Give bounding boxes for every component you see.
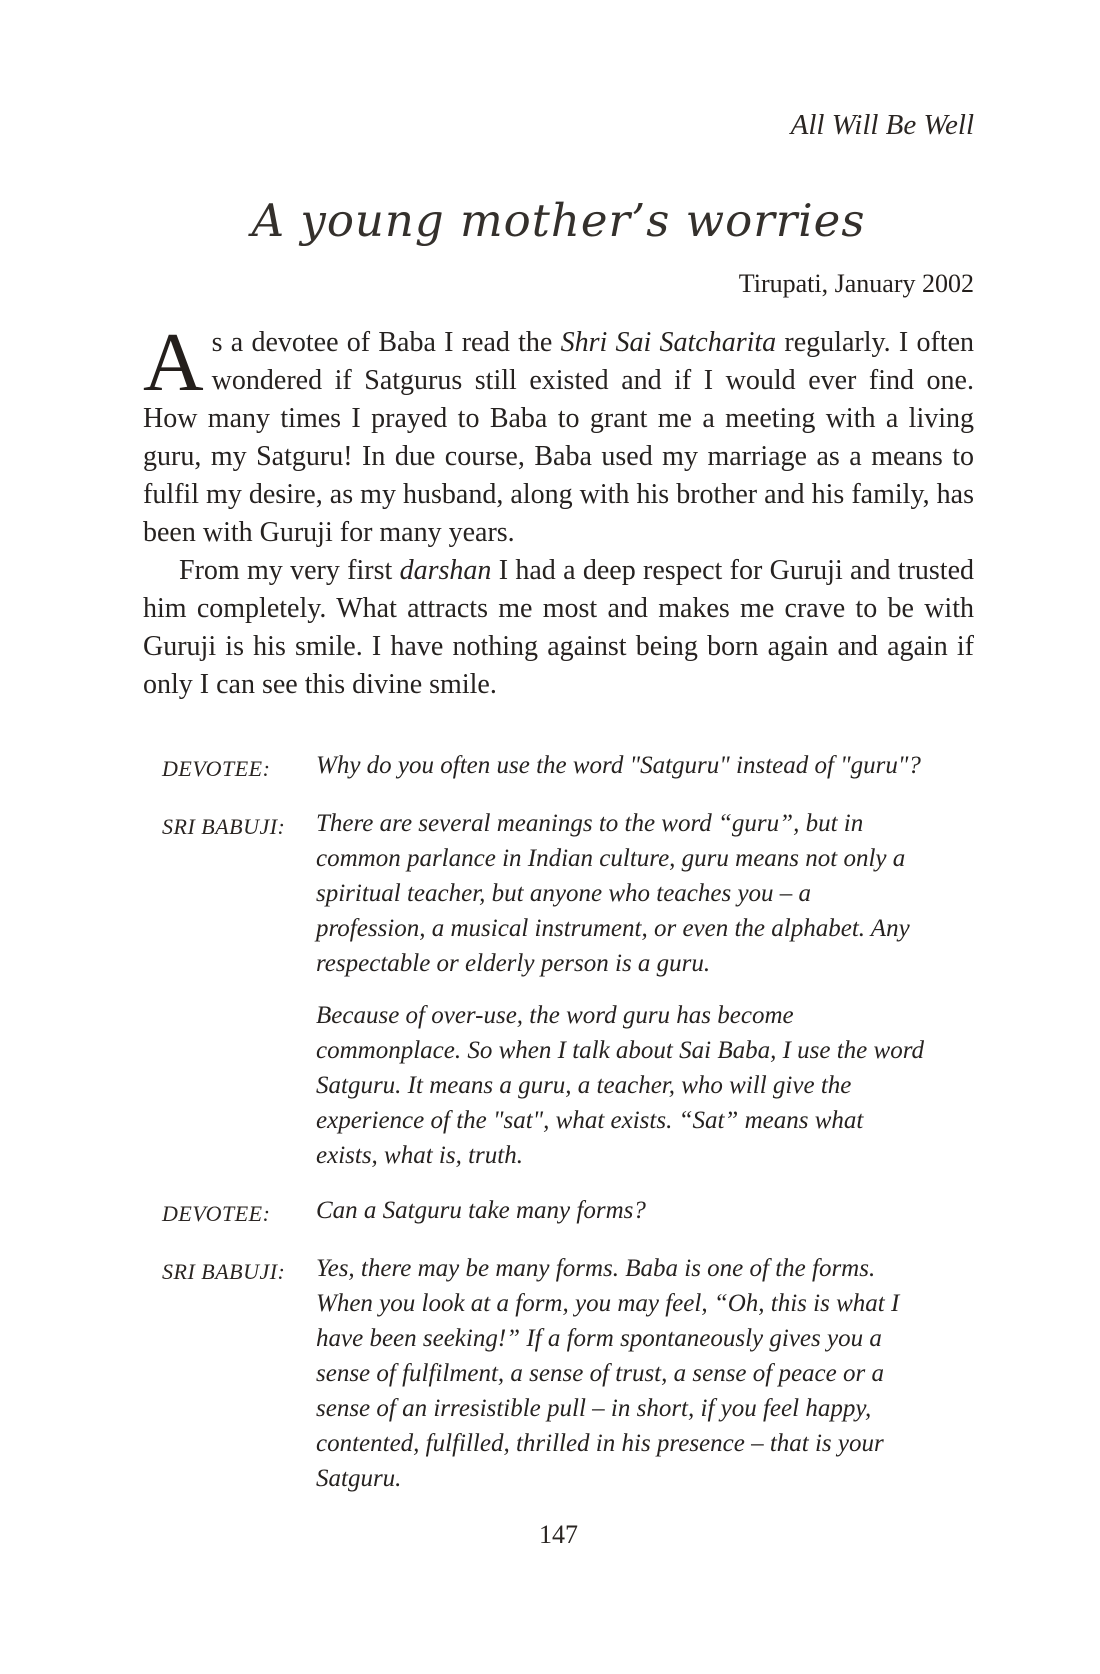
paragraph-2-text-continued: I had a deep respect for Guruji and trusted him completely. What attracts me most and makes me crave to be with Guruji is his smile. I have nothing against being born again and again if only I can see this divine smile.: [143, 555, 974, 700]
paragraph-1-italic-title: Shri Sai Satcharita: [560, 327, 777, 358]
dialogue-body: [316, 1193, 924, 1228]
dialogue-row-devotee-1: [143, 748, 974, 786]
dialogue-body: [316, 1251, 924, 1496]
drop-cap: A: [143, 316, 204, 409]
paragraph-1-text: s a devotee of Baba I read the: [211, 327, 561, 358]
chapter-title: A young mother’s worries: [251, 194, 866, 247]
speaker-label: DEVOTEE:: [162, 1201, 271, 1226]
speaker-label: SRI BABUJI:: [162, 1259, 286, 1284]
paragraph-1-text-continued: regularly. I often wondered if Satgurus still existed and if I would ever find one. How many times I prayed to Baba to grant me a meeting with a living guru, my Satguru! In due course, Baba used my marriage as a means to fulfil my desire, as my husband, along with his brother and his family, has been with Guruji for many years.: [143, 327, 974, 548]
dialogue-section: [143, 748, 974, 1496]
dialogue-body: [316, 748, 924, 783]
paragraph-2-italic-word: darshan: [399, 555, 492, 586]
dialogue-paragraph: Why do you often use the word "Satguru" instead of "guru"?: [316, 752, 921, 779]
dialogue-row-devotee-2: [143, 1193, 974, 1231]
dialogue-row-sri-babuji-2: [143, 1251, 974, 1496]
dialogue-paragraph: Can a Satguru take many forms?: [316, 1197, 646, 1224]
body-paragraph-2: [143, 552, 974, 704]
dialogue-body: [316, 806, 924, 1173]
page-number: 147: [539, 1520, 578, 1549]
dialogue-paragraph: There are several meanings to the word “guru”, but in common parlance in Indian culture, guru means not only a spiritual teacher, but anyone who teaches you – a profession, a musical instrument, or even the alphabet. Any respectable or elderly person is a guru.: [316, 810, 910, 977]
dateline: Tirupati, January 2002: [738, 269, 974, 298]
speaker-label: SRI BABUJI:: [162, 814, 286, 839]
speaker-label: DEVOTEE:: [162, 756, 271, 781]
dialogue-row-sri-babuji-1: [143, 806, 974, 1173]
body-paragraph-1: [143, 316, 974, 552]
dialogue-paragraph: Because of over-use, the word guru has become commonplace. So when I talk about Sai Baba, I use the word Satguru. It means a guru, a teacher, who will give the experience of the "sat", what exists. “Sat” means what exists, what is, truth.: [316, 1002, 925, 1169]
running-header: All Will Be Well: [790, 109, 974, 141]
paragraph-2-text: From my very first: [179, 555, 400, 586]
dialogue-paragraph: Yes, there may be many forms. Baba is one of the forms. When you look at a form, you may feel, “Oh, this is what I have been seeking!” If a form spontaneously gives you a sense of fulfilment, a sense of trust, a sense of peace or a sense of an irresistible pull – in short, if you feel happy, contented, fulfilled, thrilled in his presence – that is your Satguru.: [316, 1255, 900, 1492]
